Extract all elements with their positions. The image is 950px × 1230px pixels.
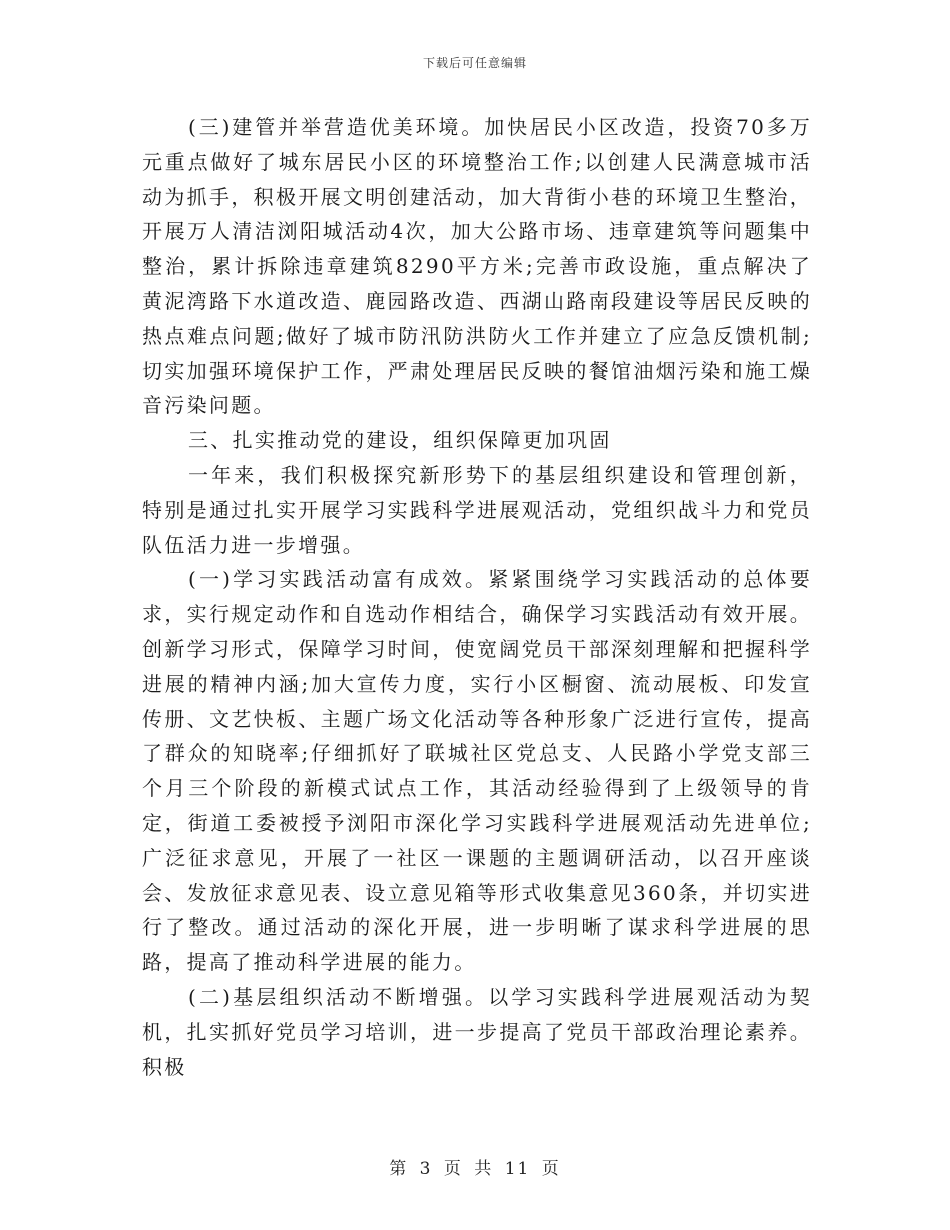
page-number: 第 3 页 共 11 页 bbox=[389, 1159, 561, 1179]
paragraph-grassroots-organization: (二)基层组织活动不断增强。以学习实践科学进展观活动为契机，扎实抓好党员学习培训，进一步提高了党员干部政治理论素养。积极 bbox=[142, 984, 812, 1079]
page-header-note: 下载后可任意编辑 bbox=[422, 56, 527, 70]
paragraph-year-overview: 一年来，我们积极探究新形势下的基层组织建设和管理创新，特别是通过扎实开展学习实践科学进展观活动，党组织战斗力和党员队伍活力进一步增强。 bbox=[142, 462, 812, 557]
paragraph-environment: (三)建管并举营造优美环境。加快居民小区改造，投资70多万元重点做好了城东居民小区的环境整治工作;以创建人民满意城市活动为抓手，积极开展文明创建活动，加大背街小巷的环境卫生整治，开展万人清洁浏阳城活动4次，加大公路市场、违章建筑等问题集中整治，累计拆除违章建筑8290平方米;完善市政设施，重点解决了黄泥湾路下水道改造、鹿园路改造、西湖山路南段建设等居民反映的热点难点问题;做好了城市防汛防洪防火工作并建立了应急反馈机制;切实加强环境保护工作，严肃处理居民反映的餐馆油烟污染和施工燥音污染问题。 bbox=[142, 115, 812, 418]
document-body bbox=[142, 110, 812, 1084]
paragraph-learning-practice: (一)学习实践活动富有成效。紧紧围绕学习实践活动的总体要求，实行规定动作和自选动作相结合，确保学习实践活动有效开展。创新学习形式，保障学习时间，使宽阔党员干部深刻理解和把握科学进展的精神内涵;加大宣传力度，实行小区橱窗、流动展板、印发宣传册、文艺快板、主题广场文化活动等各种形象广泛进行宣传，提高了群众的知晓率;仔细抓好了联城社区党总支、人民路小学党支部三个月三个阶段的新模式试点工作，其活动经验得到了上级领导的肯定，街道工委被授予浏阳市深化学习实践科学进展观活动先进单位;广泛征求意见，开展了一社区一课题的主题调研活动，以召开座谈会、发放征求意见表、设立意见箱等形式收集意见360条，并切实进行了整改。通过活动的深化开展，进一步明晰了谋求科学进展的思路，提高了推动科学进展的能力。 bbox=[142, 567, 812, 975]
section-heading-party-building: 三、扎实推动党的建设，组织保障更加巩固 bbox=[188, 428, 612, 453]
